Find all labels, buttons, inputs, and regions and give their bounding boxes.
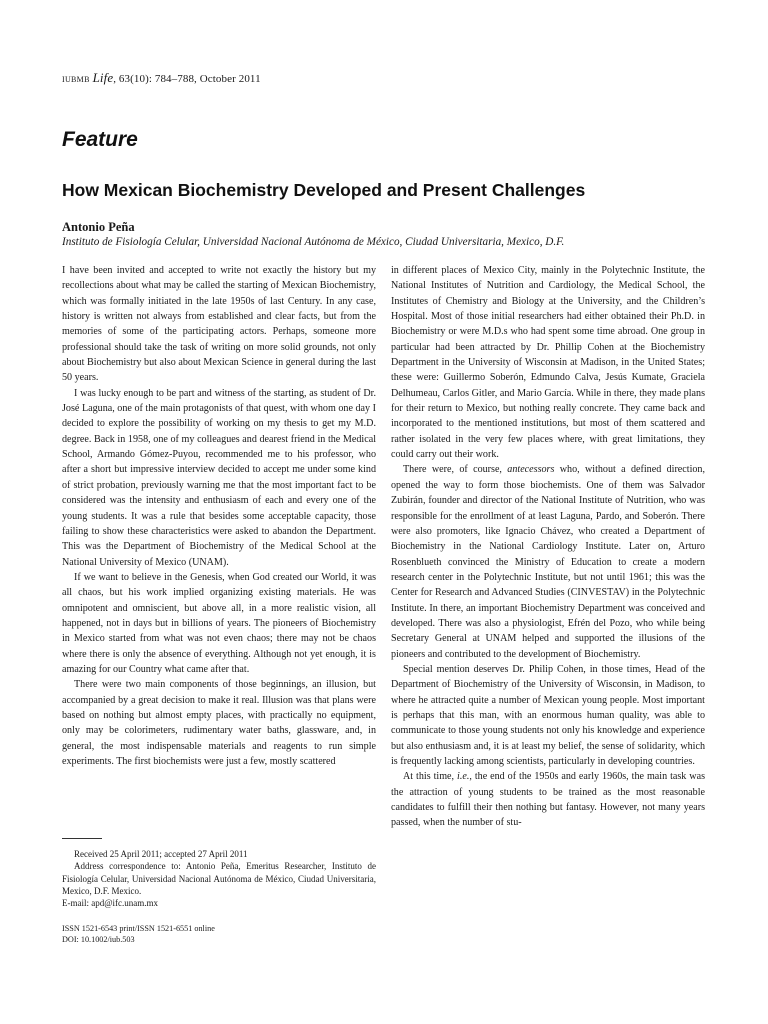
journal-volume-info: , 63(10): 784–788, October 2011 [113, 73, 261, 85]
correspondence-email: E-mail: apd@ifc.unam.mx [62, 898, 159, 909]
issn: ISSN 1521-6543 print/ISSN 1521-6551 online [62, 924, 215, 933]
footnote [62, 848, 376, 909]
paragraph: I was lucky enough to be part and witness of the starting, as student of Dr. José Laguna, one of the main protagonists of that quest, with whom one day I decided to explore the possibility of working on my thesis to get my M.D. degree. Back in 1958, one of my colleagues and dearest friend in the Medical School, Armando Gómez-Puyou, recommended me to his professor, who after a short but impressive interview decided to accept me under some kind of strict probation, previously warning me that the most important fact to be considered was the intensity and enthusiasm of each and every one of the young students. It was a rule that besides some acceptable capacity, those failing to show these characteristics were asked to abandon the Department. This was the Department of Biochemistry of the Medical School at the National University of Mexico (UNAM). [62, 387, 376, 568]
paragraph-text: who, without a defined direction, opened the way to form those biochemists. One of them was Salvador Zubirán, founder and director of the National Institute of Nutrition, who was responsible for the enrollment of at least Laguna, Pardo, and Soberón. There were also promoters, like Ignacio Chávez, who created a Department of Biochemistry in the National Cardiology Institute. Later on, Arturo Rosenblueth convinced the Ministry of Education to create a modern research center in the Polytechnic Institute, but not until 1961; this was the Center for Research and Advanced Studies (CINVESTAV) in the Polytechnic Institute. In there, an important Biochemistry Department was conceived and developed. There was also a physiologist, Efrén del Pozo, who while being Secretary General at UNAM helped and supported the illusions of the pioneers and contributed to the development of Biochemistry. [391, 464, 705, 660]
article-title: How Mexican Biochemistry Developed and Present Challenges [62, 180, 586, 200]
journal-name: Life [92, 70, 114, 85]
journal-org: IUBMB [62, 75, 90, 84]
publication-identifiers [62, 923, 215, 945]
paragraph: There were two main components of those beginnings, an illusion, but accompanied by a great decision to make it real. Illusion was that plans were based on nothing but almost empty places, with practically no equipment, only may be colorimeters, rudimentary water baths, glassware, and, in general, the most indispensable materials and reagents to run simple experiments. The first biochemists were just a few, mostly scattered [62, 679, 376, 767]
journal-citation [62, 70, 261, 86]
paragraph: If we want to believe in the Genesis, when God created our World, it was all chaos, but his work implied organizing existing materials. He was omnipotent and omniscient, but above all, in a more realistic vision, all happened, not in days but in billions of years. The pioneers of Biochemistry in Mexico started from what was not even chaos; there may not be chaos where there is only the absence of everything. Although not yet enough, it is amazing for our Country what came after that. [62, 571, 376, 675]
author-affiliation: Instituto de Fisiología Celular, Universidad Nacional Autónoma de México, Ciudad Universitaria, Mexico, D.F. [62, 236, 565, 248]
right-column [391, 263, 705, 968]
paragraph-text: There were, of course, [403, 464, 508, 476]
emphasis-text: i.e. [457, 771, 470, 783]
footnote-divider [62, 838, 102, 839]
correspondence-address: Address correspondence to: Antonio Peña, Emeritus Researcher, Instituto de Fisiología Celular, Universidad Nacional Autónoma de México, Ciudad Universitaria, Mexico, D.F. Mexico. [62, 861, 376, 896]
emphasis-text: antecessors [507, 464, 555, 476]
paragraph [391, 462, 705, 661]
paragraph: Special mention deserves Dr. Philip Cohen, in those times, Head of the Department of Biochemistry of the University of Wisconsin, in Madison, to where he attracted quite a number of Mexican young people. Most important is perhaps that this man, with an enormous human quality, was able to communicate to those young students not only his knowledge and experience but also enthusiasm and, it is at least my belief, the sense of solidarity, which is frequently lacking among scientists, particularly in developing countries. [391, 663, 705, 767]
paragraph: in different places of Mexico City, mainly in the Polytechnic Institute, the National Institutes of Nutrition and Cardiology, the Medical School, the Institutes of Chemistry and Biology at the University, and the Children’s Hospital. Most of those initial researchers had either obtained their Ph.D. in Biochemistry or were M.D.s who had spent some time abroad. One group in particular had been attracted by Dr. Phillip Cohen at the Biochemistry Department in the University of Wisconsin at Madison, in the United States; these were: Guillermo Soberón, Edmundo Calva, Jesús Kumate, Graciela Delhumeau, Carlos Gitler, and Mario García. While in there, they made plans for their return to Mexico, but nothing really concrete. They came back and incorporated to the mentioned institutions, but most of them scattered and rather isolated in the very few places where, with great limitations, they could carry out their work. [391, 265, 705, 461]
paragraph-text: , the end of the 1950s and early 1960s, the main task was the attraction of young students to be trained as the most reasonable candidates to fulfill their then nothing but fantasy. However, not many years passed, when the number of stu- [391, 771, 705, 829]
section-label: Feature [62, 128, 138, 151]
paragraph-text: At this time, [403, 771, 458, 783]
author-name: Antonio Peña [62, 220, 135, 234]
paragraph: I have been invited and accepted to write not exactly the history but my recollections about what may be called the starting of Mexican Biochemistry, which was formally initiated in the late 1950s of last Century. In any case, history is written not always from established and clear facts, but from the memories of some of the participating actors. Perhaps, someone more professional should take the task of writing on more solid grounds, not only about Biochemistry but also about Mexican Science in general during the last 50 years. [62, 265, 376, 384]
received-dates: Received 25 April 2011; accepted 27 April 2011 [74, 849, 248, 859]
left-column [62, 263, 376, 823]
doi: DOI: 10.1002/iub.503 [62, 935, 135, 944]
paragraph [391, 769, 705, 830]
